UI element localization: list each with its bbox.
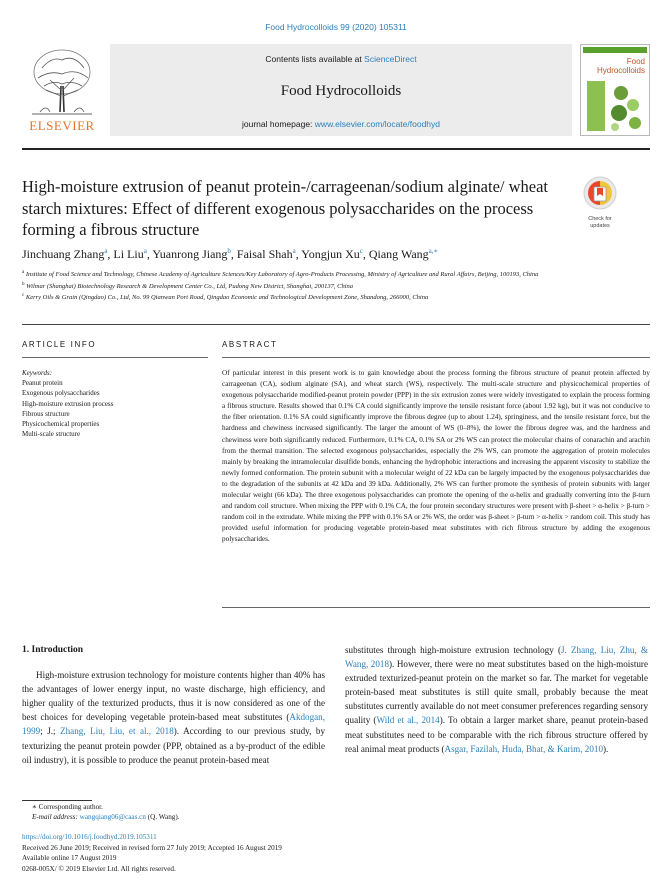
- author-name[interactable]: Yuanrong Jiang: [152, 247, 228, 261]
- received-dates: Received 26 June 2019; Received in revised form 27 July 2019; Accepted 16 August 2019: [22, 843, 282, 852]
- sciencedirect-link[interactable]: ScienceDirect: [364, 54, 417, 64]
- intro-p1-text-b: ; J.;: [40, 726, 61, 737]
- author-affiliation-marker[interactable]: a,∗: [428, 247, 439, 255]
- check-updates-line2: updates: [590, 222, 610, 229]
- contents-prefix: Contents lists available at: [265, 54, 362, 64]
- keyword-item: Peanut protein: [22, 379, 63, 388]
- cover-title: [597, 57, 645, 75]
- cover-title-line2: Hydrocolloids: [596, 66, 645, 75]
- author-name[interactable]: Qiang Wang: [368, 247, 429, 261]
- citation-wild-2014[interactable]: Wild et al., 2014: [376, 715, 440, 726]
- article-info-panel: [22, 340, 208, 439]
- keyword-item: Physicochemical properties: [22, 420, 100, 429]
- publication-info: [22, 832, 522, 874]
- email-suffix: (Q. Wang).: [147, 813, 180, 821]
- intro-p2-text-d: ).: [603, 743, 609, 754]
- elsevier-tree-icon: [28, 46, 96, 116]
- author-affiliation-marker[interactable]: b: [227, 247, 231, 255]
- affiliations: [22, 268, 582, 303]
- keywords-block: [22, 368, 208, 439]
- affiliation-item: [22, 268, 582, 280]
- body-column-left: [22, 643, 325, 767]
- keywords-label: Keywords:: [22, 369, 53, 377]
- author-name[interactable]: Faisal Shah: [236, 247, 293, 261]
- author-affiliation-marker[interactable]: a: [143, 247, 147, 255]
- contents-line: [110, 54, 572, 64]
- available-online: Available online 17 August 2019: [22, 854, 117, 862]
- affiliation-text: Kerry Oils & Grain (Qingdao) Co., Ltd, No. 99 Qianwan Port Road, Qingdao Economic and Technological Development Zone, Shandong, 266000, China: [25, 294, 429, 302]
- affiliation-marker: a: [22, 270, 25, 275]
- citation-asgar-2010[interactable]: Asgar, Fazilah, Huda, Bhat, & Karim, 2010: [444, 743, 603, 754]
- affiliation-marker: b: [22, 281, 25, 287]
- intro-p2-text-c: ). To obtain a larger market share, peanut protein-based meat substitutes need to be comparable with the rich fibrous structure offered by real animal meat products (: [345, 715, 648, 754]
- cover-art-icon: [585, 79, 645, 133]
- journal-citation[interactable]: Food Hydrocolloids 99 (2020) 105311: [265, 22, 407, 32]
- email-link[interactable]: wangqiang06@caas.cn: [79, 813, 146, 821]
- paper-title: High-moisture extrusion of peanut protein-/carrageenan/sodium alginate/ wheat starch mixtures: Effect of different exogenous polysaccharides on the process forming a fibrous structure: [22, 177, 548, 239]
- copyright-line: 0268-005X/ © 2019 Elsevier Ltd. All rights reserved.: [22, 864, 176, 873]
- affiliation-text: Institute of Food Science and Technology, Chinese Academy of Agriculture Sciences/Key Laboratory of Agro-Products Processing, Ministry of Agriculture and Rural Affairs, Beijing, 100193, China: [25, 271, 539, 279]
- intro-p2-text-a: substitutes through high-moisture extrusion technology (: [345, 645, 561, 655]
- elsevier-logo[interactable]: [22, 44, 102, 136]
- body-column-right: [345, 643, 648, 756]
- journal-header: [22, 44, 650, 140]
- keyword-item: Exogenous polysaccharides: [22, 389, 100, 398]
- author-affiliation-marker[interactable]: c: [359, 247, 363, 255]
- citation-zhang-liu-liu-2018[interactable]: Zhang, Liu, Liu, et al., 2018: [60, 726, 174, 737]
- affiliation-rule: [22, 324, 650, 325]
- author-name[interactable]: Jinchuang Zhang: [22, 247, 105, 261]
- keyword-item: High-moisture extrusion process: [22, 399, 114, 408]
- citation-zhang-liu-zhu-wang-2018[interactable]: J. Zhang, Liu, Zhu, & Wang, 2018: [345, 645, 648, 670]
- header-rule: [22, 148, 650, 150]
- article-info-heading: ARTICLE INFO: [22, 340, 208, 358]
- abstract-heading: ABSTRACT: [222, 340, 650, 358]
- journal-cover-thumbnail[interactable]: [580, 44, 650, 136]
- cover-title-line1: Food: [626, 57, 645, 66]
- intro-p2-text-b: ). However, there were no meat substitutes based on the high-moisture extruded texturized-peanut protein on the market so far. The market for vegetable protein-based meat substitutes is still quite small, probably because the meat substitutes currently available do not meet consumer preferences regarding sensory quality (: [345, 659, 648, 726]
- email-line: [22, 812, 422, 822]
- journal-title: Food Hydrocolloids: [280, 83, 402, 99]
- footnotes: [22, 802, 422, 822]
- journal-homepage-link[interactable]: www.elsevier.com/locate/foodhyd: [314, 119, 440, 129]
- footnote-rule: [22, 800, 92, 801]
- section-heading-introduction: 1. Introduction: [22, 645, 84, 655]
- keyword-item: Fibrous structure: [22, 409, 70, 418]
- intro-p1-text-c: ). According to our previous study, by texturizing the peanut protein powder (PPP, obtained as a by-product of the edible oil industry), it is possible to produce the peanut protein-based meat: [22, 726, 325, 765]
- author-affiliation-marker[interactable]: a: [292, 247, 296, 255]
- author-list: Jinchuang Zhang$^a$, Li Liu$^a$, Yuanrong Jiang$^b$, Faisal Shah$^a$, Yongjun Xu$^c$, Qiang Wang$^{a,∗}$: [22, 247, 439, 261]
- check-updates-label: [578, 216, 622, 229]
- keyword-list: [22, 378, 208, 439]
- affiliation-text: Wilmar (Shanghai) Biotechnology Research & Development Center Co., Ltd, Pudong New District, Shanghai, 200137, China: [26, 282, 354, 290]
- homepage-prefix: journal homepage:: [242, 119, 313, 129]
- affiliation-item: [22, 291, 582, 303]
- intro-p1-text-a: High-moisture extrusion technology for moisture contents higher than 40% has the advantages of lower energy input, no waste discharge, high efficiency, and higher quality of the texturized products, thus it is now considered as one of the best choices for developing vegetable protein-based meat substitutes (: [22, 670, 325, 723]
- corresponding-author-note: ∗ Corresponding author.: [32, 803, 103, 811]
- journal-masthead: [110, 44, 572, 136]
- check-updates-line1: Check for: [588, 216, 612, 222]
- check-updates-icon: [583, 176, 617, 210]
- cover-band: [583, 47, 647, 53]
- homepage-line: [110, 119, 572, 129]
- abstract-rule: [222, 607, 650, 608]
- abstract-panel: [222, 340, 650, 546]
- intro-paragraph-continued: [345, 643, 648, 756]
- doi-link[interactable]: https://doi.org/10.1016/j.foodhyd.2019.105311: [22, 833, 157, 841]
- affiliation-marker: c: [22, 293, 25, 299]
- intro-paragraph-1: [22, 668, 325, 767]
- author-name[interactable]: Yongjun Xu: [301, 247, 360, 261]
- abstract-text: Of particular interest in this present work is to gain knowledge about the process forming the fibrous structure of peanut protein affected by carrageenan (CA), sodium alginate (SA), and wheat starch (WS), respectively. The multi-scale structure and physicochemical properties of exogenous polysaccharide modified-peanut protein powder (PPP) in the six extrusion zones were widely investigated to explain the process forming a fibrous structure. Results showed that 0.1% CA could significantly improve the tensile resistant force (about 1.92 kg), but it was not conducive to the fiber orientation. 0.1% SA could significantly improve the fibrous degree (up to about 1.24), springiness, and the tensile resistant force, but the hardness and chewiness increased significantly. The larger the amount of WS (0–8%), the lower the fibrous degree was, and the hardness and chewiness were both significantly reduced. Furthermore, 0.1% CA, 0.1% SA or 2% WS can protect the molecular chains of conarachin and arachin from the thermal transition. The selected exogenous polysaccharides, especially the 2% WS, can promote the aggregation of protein molecules mainly by breaking the intramolecular disulfide bonds, enhancing the hydrophobic interactions and increasing the apparent viscosity to stabilize the newly formed conformation. The protein subunit with a molecular weight of 22 kDa can be largely impacted by the exogenous polysaccharides due to the degradation of the subunits at 42 kDa and 39 kDa. Additionally, 2% WS can further promote the synthesis of protein subunits with larger molecular weight (66 kDa). The three exogenous polysaccharides can promote the opening of the α-helix and gradually converting into the β-turn and random coil structure. When mixing the PPP with 0.1% CA, the four protein secondary structures were present with β-sheet > α-helix > β-turn > random coil in the extrudate. While mixing the PPP with 0.1% SA or 2% WS, the order was β-sheet > β-turn > α-helix > random coil. This study has provided useful information for producing vegetable protein-based meat substitutes with rich fibrous structure by adding the exogenous polysaccharides.: [222, 369, 650, 544]
- elsevier-wordmark: ELSEVIER: [29, 118, 95, 133]
- author-name[interactable]: Li Liu: [113, 247, 144, 261]
- affiliation-item: [22, 280, 582, 292]
- email-label: E-mail address:: [32, 813, 78, 821]
- author-affiliation-marker[interactable]: a: [104, 247, 108, 255]
- keyword-item: Multi-scale structure: [22, 430, 81, 439]
- citation-akdogan-1999[interactable]: Akdogan, 1999: [22, 712, 325, 737]
- check-for-updates-button[interactable]: [578, 176, 622, 229]
